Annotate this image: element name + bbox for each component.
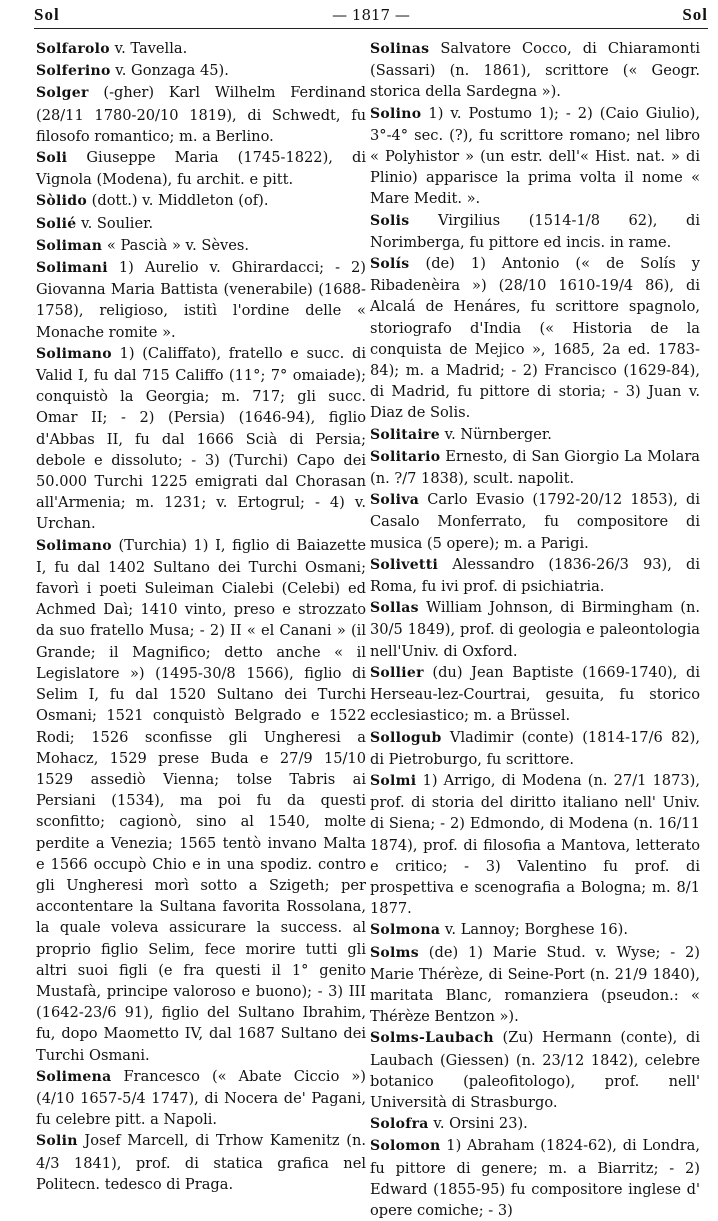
entry-text: 1) (Califfato), fratello e succ. di Valid I, fu dal 715 Califfo (11°; 7° omaiade); conquistò la Georgia; m. 717; gli succ. Omar II; - 2) (Persia) (1646-94), figlio d'Abbas II, fu dal 1666 Scià di Persia; debole e dissoluto; - 3) (Turchi) Capo dei 50.000 Turchi 1225 emigrati dal Chorasan all'Armenia; m. 1231; v. Ertogrul; - 4) v. Urchan.: [36, 344, 366, 533]
dictionary-entry: [370, 1135, 700, 1221]
dictionary-entry: [370, 770, 700, 919]
entry-text: Virgilius (1514-1/8 62), di Norimberga, fu pittore ed incis. in rame.: [370, 211, 700, 251]
entry-headword: Solivetti: [370, 556, 439, 573]
entry-headword: Solms: [370, 944, 419, 961]
entry-headword: Sòlido: [36, 193, 88, 210]
entry-text: (dott.) v. Middleton (of).: [87, 192, 269, 210]
dictionary-entry: [370, 919, 700, 941]
entry-text: v. Gonzaga 45).: [110, 62, 229, 80]
entry-headword: Solié: [36, 215, 77, 232]
dictionary-entry: [36, 147, 366, 190]
entry-text: v. Orsini 23).: [428, 1115, 528, 1133]
dictionary-entry: [36, 38, 366, 60]
entry-text: Vladimir (conte) (1814-17/6 82), di Pietroburgo, fu scrittore.: [370, 728, 700, 768]
entry-headword: Soli: [36, 150, 68, 167]
entry-text: « Pascià » v. Sèves.: [102, 236, 249, 254]
entry-headword: Solimano: [36, 537, 112, 554]
dictionary-entry: [370, 103, 700, 210]
entry-headword: Solis: [370, 212, 410, 229]
entry-text: v. Lannoy; Borghese 16).: [440, 921, 629, 939]
dictionary-entry: [370, 38, 700, 103]
entry-headword: Solitario: [370, 448, 441, 465]
right-column: [370, 38, 700, 1221]
entry-headword: Solimani: [36, 260, 108, 277]
entry-text: Giuseppe Maria (1745-1822), di Vignola (Modena), fu archit. e pitt.: [36, 149, 366, 189]
page-header: [34, 4, 708, 26]
dictionary-entry: [36, 190, 366, 212]
dictionary-entry: [370, 942, 700, 1028]
dictionary-entry: [370, 489, 700, 554]
entry-headword: Solms-Laubach: [370, 1030, 494, 1047]
entry-text: Salvatore Cocco, di Chiaramonti (Sassari) (n. 1861), scrittore (« Geogr. storica della Sardegna »).: [370, 40, 700, 101]
entry-headword: Soliman: [36, 237, 103, 254]
entry-text: v. Soulier.: [76, 214, 154, 232]
entry-headword: Solofra: [370, 1116, 429, 1133]
dictionary-entry: [36, 235, 366, 257]
dictionary-entry: [370, 1027, 700, 1113]
entry-headword: Sollogub: [370, 729, 442, 746]
dictionary-entry: [370, 446, 700, 489]
dictionary-entry: [370, 662, 700, 727]
entry-text: (du) Jean Baptiste (1669-1740), di Herseau-lez-Courtrai, gesuita, fu storico ecclesiastico; m. a Brüssel.: [370, 663, 700, 725]
entry-headword: Solino: [370, 105, 422, 122]
entry-headword: Solís: [370, 256, 410, 273]
entry-headword: Solinas: [370, 41, 430, 57]
entry-headword: Solitaire: [370, 426, 440, 443]
dictionary-entry: [36, 60, 366, 82]
entry-text: Carlo Evasio (1792-20/12 1853), di Casalo Monferrato, fu compositore di musica (5 opere); m. a Parigi.: [370, 491, 700, 552]
dictionary-entry: [36, 1066, 366, 1131]
entry-text: Josef Marcell, di Trhow Kamenitz (n. 4/3 1841), prof. di statica grafica nel Politecn. tedesco di Praga.: [36, 1132, 366, 1193]
dictionary-entry: [36, 535, 366, 1066]
header-left-word: Sol: [34, 5, 60, 24]
entry-text: v. Nürnberger.: [439, 425, 552, 443]
entry-headword: Solin: [36, 1133, 78, 1150]
entry-headword: Solimano: [36, 345, 112, 362]
entry-text: Alessandro (1836-26/3 93), di Roma, fu ivi prof. di psichiatria.: [370, 555, 700, 596]
dictionary-entry: [36, 213, 366, 235]
entry-text: (de) 1) Marie Stud. v. Wyse; - 2) Marie Thérèze, di Seine-Port (n. 21/9 1840), maritata Blanc, romanziera (pseudon.: « Thérèze Bentzon »).: [370, 943, 700, 1026]
entry-text: Francesco (« Abate Ciccio ») (4/10 1657-5/4 1747), di Nocera de' Pagani, fu celebre pitt. a Napoli.: [36, 1067, 366, 1129]
entry-headword: Soliva: [370, 492, 420, 509]
entry-headword: Solmona: [370, 922, 441, 939]
entry-text: v. Tavella.: [109, 40, 188, 57]
entry-text: 1) Aurelio v. Ghirardacci; - 2) Giovanna Maria Battista (venerabile) (1688-1758), religioso, istitì l'ordine delle « Monache romite ».: [36, 259, 366, 341]
entry-text: 1) Abraham (1824-62), di Londra, fu pittore di genere; m. a Biarritz; - 2) Edward (1855-95) fu compositore inglese d' opere comiche; - 3): [370, 1137, 700, 1219]
entry-headword: Solger: [36, 85, 89, 102]
dictionary-entry: [370, 210, 700, 253]
entry-text: (Turchia) 1) I, figlio di Baiazette I, fu dal 1402 Sultano dei Turchi Osmani; favorì i poeti Suleiman Cialebi (Celebi) ed Achmed Daì; 1410 vinto, preso e strozzato da suo fratello Musa; - 2) II « el Canani » (il Grande; il Magnifico; detto anche « il Legislatore ») (1495-30/8 1566), figlio di Selim I, fu dal 1520 Sultano dei Turchi Osmani; 1521 conquistò Belgrado e 1522 Rodi; 1526 sconfisse gli Ungheresi a Mohacz, 1529 prese Buda e 27/9 15/10 1529 assediò Vienna; tolse Tabris ai Persiani (1534), ma poi fu da questi sconfitto; cagionò, sino al 1540, molte perdite a Venezia; 1565 tentò invano Malta e 1566 occupò Chio e in una spodiz. contro gli Ungheresi morì sotto a Szigeth; per accontentare la Sultana favorita Rossolana, la quale voleva assicurare la success. al proprio figlio Selim, fece morire tutti gli altri suoi figli (e fra questi il 1° genito Mustafà, principe valoroso e buono); - 3) III (1642-23/6 91), figlio del Sultano Ibrahim, fu, dopo Maometto IV, dal 1687 Sultano dei Turchi Osmani.: [36, 536, 366, 1064]
entry-headword: Sollas: [370, 600, 419, 617]
entry-text: Ernesto, di San Giorgio La Molara (n. ?/7 1838), scult. napolit.: [370, 447, 700, 488]
entry-headword: Solfarolo: [36, 41, 110, 57]
dictionary-entry: [370, 727, 700, 770]
entry-text: (de) 1) Antonio (« de Solís y Ribadenèira ») (28/10 1610-19/4 86), di Alcalá de Henáres, fu scrittore spagnolo, storiografo d'India (« Historia de la conquista de Mejico », 1685, 2a ed. 1783-84); m. a Madrid; - 2) Francisco (1629-84), di Madrid, fu pittore di storia; - 3) Juan v. Diaz de Solis.: [370, 255, 700, 422]
dictionary-entry: [36, 343, 366, 535]
dictionary-entry: [36, 82, 366, 147]
header-rule: [34, 28, 708, 29]
left-column: [36, 38, 366, 1195]
header-right-word: Sol: [682, 5, 708, 24]
entry-text: (Zu) Hermann (conte), di Laubach (Giessen) (n. 23/12 1842), celebre botanico (paleofitologo), prof. nell' Università di Strasburgo.: [370, 1029, 700, 1111]
entry-text: (-gher) Karl Wilhelm Ferdinand (28/11 1780-20/10 1819), di Schwedt, fu filosofo romantico; m. a Berlino.: [36, 84, 366, 145]
entry-text: William Johnson, di Birmingham (n. 30/5 1849), prof. di geologia e paleontologia nell'Univ. di Oxford.: [370, 599, 700, 660]
entry-headword: Solimena: [36, 1068, 112, 1085]
dictionary-entry: [370, 424, 700, 446]
entry-text: 1) Arrigo, di Modena (n. 27/1 1873), prof. di storia del diritto italiano nell' Univ. di Siena; - 2) Edmondo, di Modena (n. 16/11 1874), prof. di filosofia a Mantova, letterato e critico; - 3) Valentino fu prof. di prospettiva e scenografia a Bologna; m. 8/1 1877.: [370, 771, 700, 918]
dictionary-entry: [370, 554, 700, 597]
entry-headword: Solomon: [370, 1138, 441, 1155]
dictionary-entry: [370, 1113, 700, 1135]
page-number: — 1817 —: [332, 6, 410, 24]
entry-headword: Solferino: [36, 63, 111, 80]
entry-text: 1) v. Postumo 1); - 2) (Caio Giulio), 3°-4° sec. (?), fu scrittore romano; nel libro « Polyhistor » (un estr. dell'« Hist. nat. » di Plinio) apparisce la prima volta il nome « Mare Medit. ».: [370, 104, 700, 208]
entry-headword: Solmi: [370, 772, 417, 789]
dictionary-entry: [36, 1130, 366, 1195]
entry-headword: Sollier: [370, 664, 424, 681]
dictionary-entry: [370, 253, 700, 424]
dictionary-entry: [36, 257, 366, 343]
dictionary-entry: [370, 597, 700, 662]
